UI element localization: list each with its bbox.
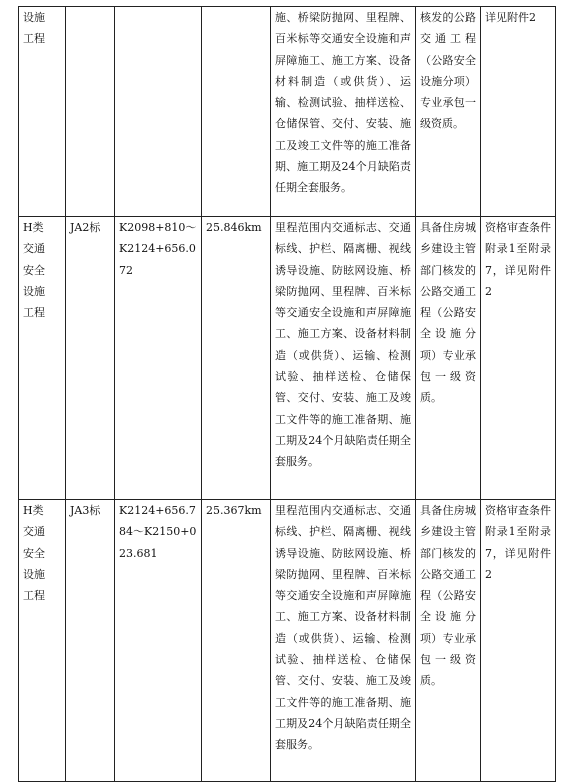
project-category-cell: H类 交通 安全 设施 工程 [19,500,66,782]
qualification-cell: 具备住房城乡建设主管部门核发的公路交通工程（公路安全设施分项）专业承包一级资质。 [416,500,481,782]
section-cell: JA3标 [66,500,115,782]
scope-cell: 里程范围内交通标志、交通标线、护栏、隔离栅、视线诱导设施、防眩网设施、桥梁防抛网、里程牌、百米标等交通安全设施和声屏障施工、施工方案、设备材料制造（或供货）、运输、检测试验、抽样送检、仓储保管、交付、安装、施工及竣工文件等的施工准备期、施工期及24个月缺陷责任期全套服务。 [271,217,416,500]
project-category-cell: H类 交通 安全 设施 工程 [19,217,66,500]
section-cell [66,7,115,217]
length-cell: 25.367km [202,500,271,782]
project-category-cell: 设施 工程 [19,7,66,217]
review-cell: 资格审查条件附录1至附录7，详见附件2 [481,217,556,500]
qualification-cell: 具备住房城乡建设主管部门核发的公路交通工程（公路安全设施分项）专业承包一级资质。 [416,217,481,500]
scope-cell: 里程范围内交通标志、交通标线、护栏、隔离栅、视线诱导设施、防眩网设施、桥梁防抛网、里程牌、百米标等交通安全设施和声屏障施工、施工方案、设备材料制造（或供货）、运输、检测试验、抽样送检、仓储保管、交付、安装、施工及竣工文件等的施工准备期、施工期及24个月缺陷责任期全套服务。 [271,500,416,782]
review-cell: 资格审查条件附录1至附录7，详见附件2 [481,500,556,782]
review-cell: 详见附件2 [481,7,556,217]
table-row [19,500,556,782]
bid-section-table [18,6,556,782]
chainage-range-cell: K2124+656.784～K2150+023.681 [115,500,202,782]
length-cell: 25.846km [202,217,271,500]
length-cell [202,7,271,217]
chainage-range-cell: K2098+810～K2124+656.072 [115,217,202,500]
table-row [19,7,556,217]
scope-cell: 施、桥梁防抛网、里程牌、百米标等交通安全设施和声屏障施工、施工方案、设备材料制造（或供货）、运输、检测试验、抽样送检、仓储保管、交付、安装、施工及竣工文件等的施工准备期、施工期及24个月缺陷责任期全套服务。 [271,7,416,217]
section-cell: JA2标 [66,217,115,500]
chainage-range-cell [115,7,202,217]
qualification-cell: 核发的公路交通工程（公路安全设施分项）专业承包一级资质。 [416,7,481,217]
table-row [19,217,556,500]
